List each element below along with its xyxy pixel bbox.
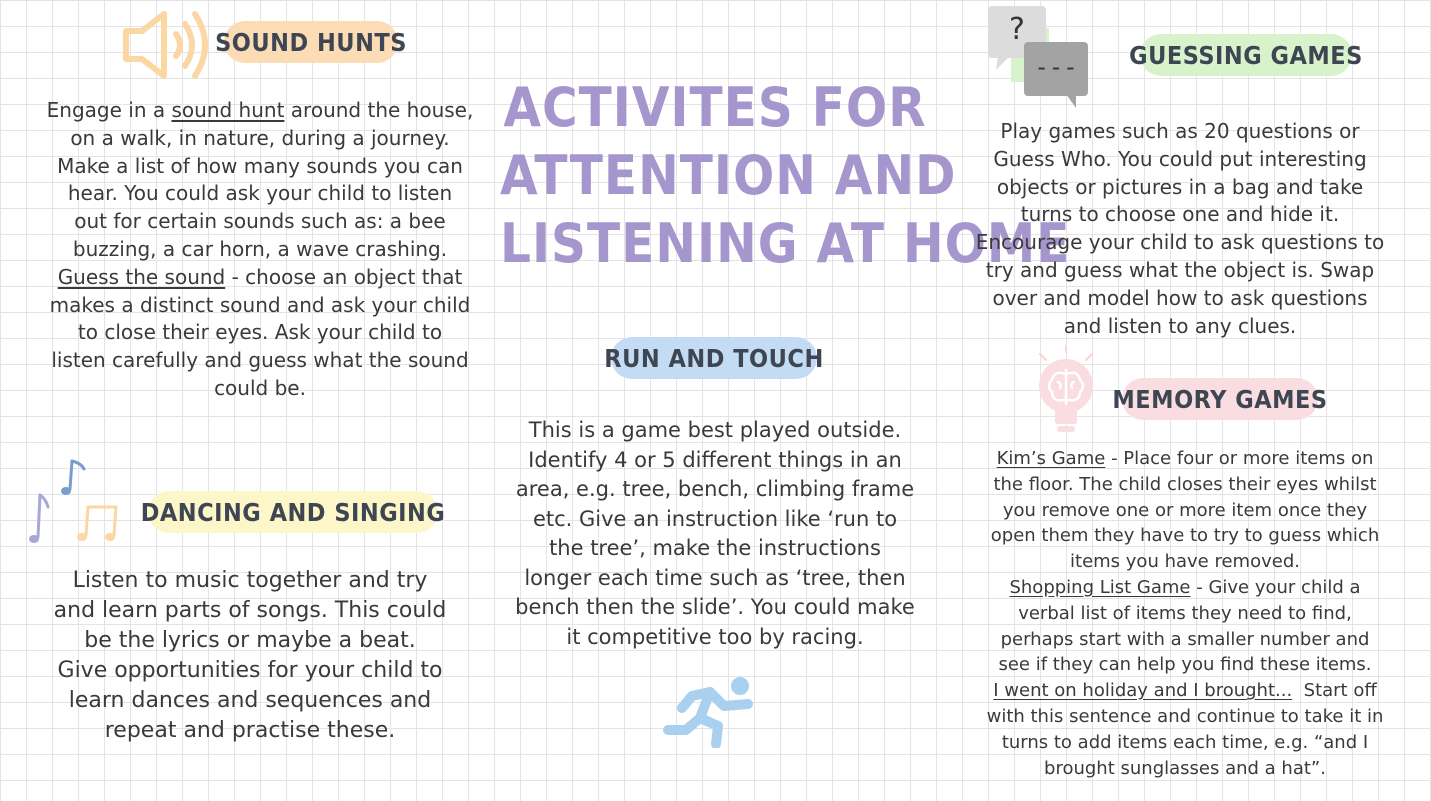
run-line-7: bench then the slide’. You could make (515, 595, 915, 619)
memory-line-3: you remove one or more item once they (1002, 499, 1368, 521)
sound-hunts-text (20, 97, 500, 403)
memory-text (940, 446, 1430, 781)
sound-hunts-line-7 (20, 264, 500, 292)
dancing-line-5: learn dances and sequences and (68, 688, 432, 713)
run-line-3: area, e.g. tree, bench, climbing frame (515, 477, 915, 501)
question-mark-label: ? (1009, 12, 1025, 47)
run-and-touch-heading: RUN AND TOUCH (611, 337, 817, 379)
sound-hunts-line-8: makes a distinct sound and ask your child (49, 292, 471, 317)
guessing-text (945, 118, 1415, 340)
sound-hunts-line-11: could be. (214, 375, 306, 400)
sound-hunts-heading: SOUND HUNTS (224, 21, 398, 63)
kims-game-term: Kim’s Game (996, 448, 1106, 469)
sound-hunts-line-3: Make a list of how many sounds you can (57, 153, 463, 178)
guess-line-6: try and guess what the object is. Swap (985, 257, 1375, 282)
sound-hunts-line-6: buzzing, a car horn, a wave crashing. (72, 236, 448, 261)
guess-line-5: Encourage your child to ask questions to (975, 230, 1385, 255)
dancing-heading: DANCING AND SINGING (148, 491, 438, 533)
memory-line-5: items you have removed. (1070, 551, 1300, 573)
memory-line-1-rest: - Place four or more items on (1111, 448, 1374, 469)
run-line-2: Identify 4 or 5 different things in an (528, 447, 902, 472)
dancing-line-3: be the lyrics or maybe a beat. (84, 628, 416, 653)
memory-line-10 (940, 678, 1430, 704)
page-title (500, 74, 1071, 278)
run-line-8: it competitive too by racing. (566, 624, 864, 649)
running-person-icon (662, 674, 766, 748)
speaker-icon (118, 6, 213, 84)
guess-line-2: Guess Who. You could put interesting (993, 146, 1367, 171)
guess-line-7: over and model how to ask questions (992, 285, 1368, 310)
music-notes-icon (26, 455, 128, 550)
sound-hunt-term: sound hunt (171, 98, 285, 122)
memory-line-10-rest: Start off (1303, 680, 1377, 702)
sound-hunts-prefix: Engage in a (46, 98, 166, 122)
guess-line-3: objects or pictures in a bag and take (996, 174, 1364, 199)
run-and-touch-text (495, 416, 935, 652)
sound-hunts-line-1 (20, 97, 500, 125)
memory-line-11: with this sentence and continue to take it in (986, 705, 1384, 727)
memory-line-6 (940, 575, 1430, 601)
memory-line-2: the floor. The child closes their eyes whilst (993, 473, 1377, 495)
guessing-games-heading: GUESSING GAMES (1140, 34, 1352, 76)
memory-games-heading: MEMORY GAMES (1122, 378, 1318, 420)
memory-line-9: see if they can help you find these items. (998, 654, 1372, 676)
dancing-line-4: Give opportunities for your child to (57, 658, 443, 683)
shopping-list-game-term: Shopping List Game (1009, 576, 1191, 598)
guess-line-4: turns to choose one and hide it. (1020, 202, 1340, 227)
run-line-6: longer each time such as ‘tree, then (524, 565, 906, 590)
sound-hunts-line-1-rest: around the house, (290, 98, 474, 122)
sound-hunts-line-10: listen carefully and guess what the sound (51, 348, 469, 373)
memory-line-6-rest: - Give your child a (1196, 576, 1361, 598)
memory-line-1 (940, 446, 1430, 472)
guess-the-sound-term: Guess the sound (57, 264, 226, 289)
dancing-line-6: repeat and practise these. (104, 718, 396, 743)
dancing-line-1: Listen to music together and try (72, 568, 428, 593)
run-line-1: This is a game best played outside. (528, 418, 902, 442)
sound-hunts-line-2: on a walk, in nature, during a journey. (70, 125, 450, 150)
holiday-game-term: I went on holiday and I brought... (993, 680, 1293, 702)
sound-hunts-line-9: to close their eyes. Ask your child to (77, 320, 443, 345)
memory-line-12: turns to add items each time, e.g. “and I (1001, 731, 1369, 753)
memory-line-13: brought sunglasses and a hat”. (1044, 757, 1326, 779)
title-line-3: LISTENING AT HOME (500, 212, 1071, 275)
memory-line-8: perhaps start with a smaller number and (1000, 628, 1370, 650)
lightbulb-brain-icon (1026, 342, 1106, 442)
dash-label: --- (1034, 53, 1078, 81)
dancing-text (20, 566, 480, 746)
title-line-2: ATTENTION AND (500, 144, 957, 207)
dancing-line-2: and learn parts of songs. This could (53, 598, 447, 623)
sound-hunts-line-7-rest: - choose an object that (231, 264, 463, 289)
memory-line-4: open them they have to try to guess which (990, 525, 1380, 547)
sound-hunts-line-4: hear. You could ask your child to listen (67, 181, 453, 206)
run-line-4: etc. Give an instruction like ‘run to (532, 506, 898, 531)
run-line-5: the tree’, make the instructions (549, 536, 881, 560)
guess-line-1: Play games such as 20 questions or (1000, 119, 1360, 143)
title-line-1: ACTIVITES FOR (503, 76, 927, 139)
sound-hunts-line-5: out for certain sounds such as: a bee (74, 209, 446, 234)
memory-line-7: verbal list of items they need to find, (1018, 602, 1352, 624)
guess-line-8: and listen to any clues. (1063, 313, 1297, 338)
